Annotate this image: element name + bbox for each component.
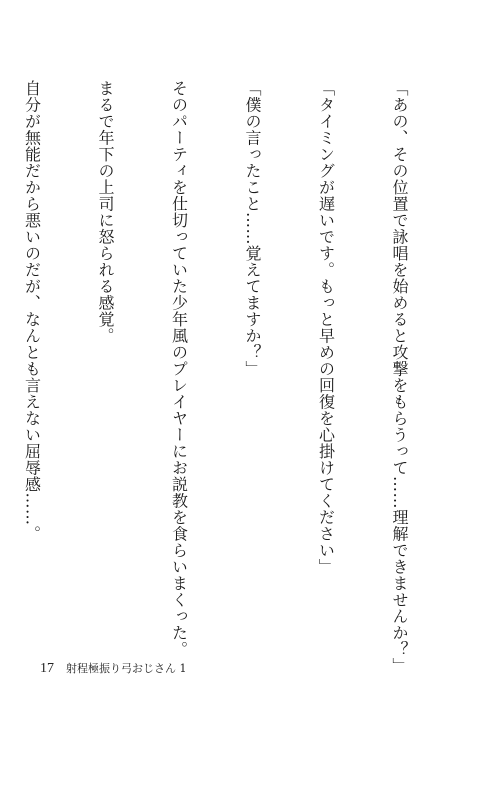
- page-footer: [40, 660, 187, 677]
- text-line: そのパーティを仕切っていた少年風のプレイヤーにお説教を食らいまくった。: [169, 80, 189, 658]
- page-number: 17: [40, 661, 54, 676]
- book-title: 射程極振り弓おじさん 1: [66, 662, 187, 675]
- text-line: 「あの、その位置で詠唱を始めると攻撃をもらうって……理解できませんか？」: [390, 80, 409, 674]
- text-line: 「僕の言ったこと……覚えてますか？」: [243, 80, 262, 377]
- text-line: まるで年下の上司に怒られる感覚。: [96, 80, 115, 344]
- text-line: 自分が無能だから悪いのだが、なんとも言えない屈辱感……。: [22, 80, 42, 542]
- text-line: 「タイミングが遅いです。もっと早めの回復を心掛けてください」: [316, 80, 336, 575]
